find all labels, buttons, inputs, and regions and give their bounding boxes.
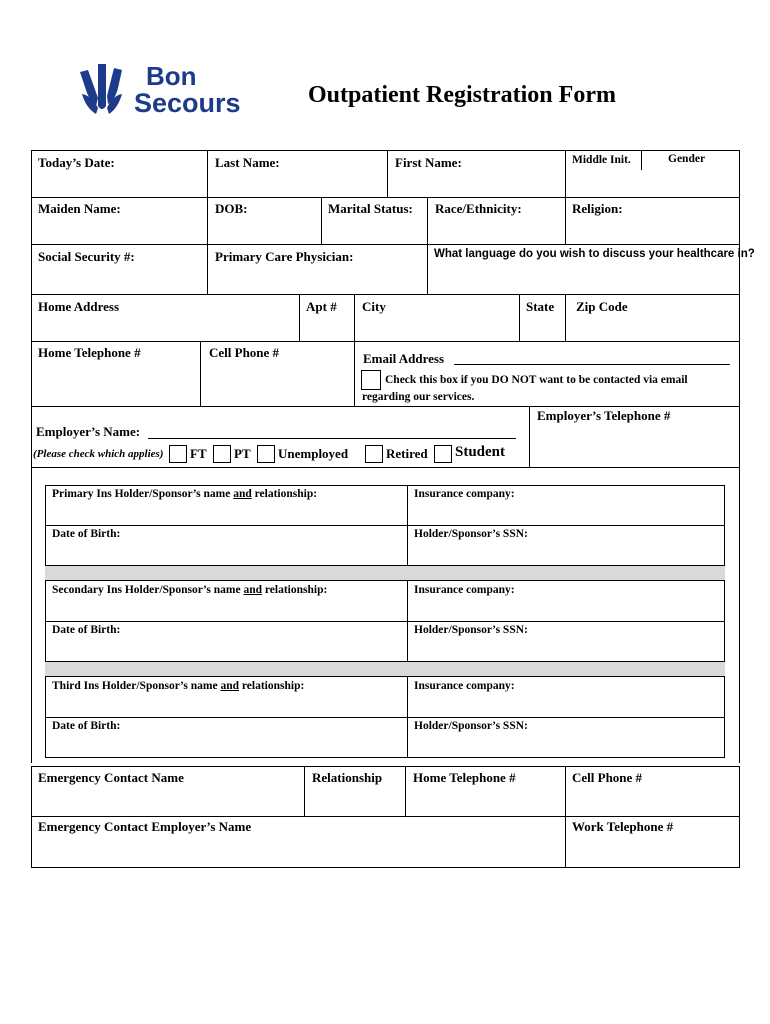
state-field[interactable]: State <box>526 299 555 314</box>
zip-field[interactable]: Zip Code <box>576 299 628 314</box>
dob-field[interactable]: DOB: <box>215 201 248 216</box>
primary-holder-field[interactable]: Primary Ins Holder/Sponsor’s name and relationship: <box>52 488 318 500</box>
email-optout-label: Check this box if you DO NOT want to be contacted via email <box>385 374 688 386</box>
last-name-field[interactable]: Last Name: <box>215 155 280 170</box>
student-label: Student <box>455 444 506 460</box>
pt-checkbox[interactable] <box>213 445 231 463</box>
bon-secours-logo <box>78 62 263 124</box>
bon-secours-mark-icon <box>78 62 124 120</box>
retired-label: Retired <box>386 446 428 461</box>
emergency-cell-field[interactable]: Cell Phone # <box>572 770 643 785</box>
third-company-field[interactable]: Insurance company: <box>414 680 515 692</box>
email-optout-label-2: regarding our services. <box>362 391 475 403</box>
middle-init-field[interactable]: Middle Init. <box>572 154 631 166</box>
logo-text-secours: Secours <box>134 88 241 118</box>
first-name-field[interactable]: First Name: <box>395 155 462 170</box>
email-address-field[interactable]: Email Address <box>363 351 445 366</box>
marital-status-field[interactable]: Marital Status: <box>328 201 413 216</box>
race-ethnicity-field[interactable]: Race/Ethnicity: <box>435 201 522 216</box>
third-dob-field[interactable]: Date of Birth: <box>52 720 121 732</box>
secondary-company-field[interactable]: Insurance company: <box>414 584 515 596</box>
email-optout-checkbox[interactable] <box>361 370 381 390</box>
ssn-field[interactable]: Social Security #: <box>38 249 135 264</box>
religion-field[interactable]: Religion: <box>572 201 623 216</box>
retired-checkbox[interactable] <box>365 445 383 463</box>
unemployed-label: Unemployed <box>278 446 349 461</box>
emergency-home-tel-field[interactable]: Home Telephone # <box>413 770 516 785</box>
secondary-ssn-field[interactable]: Holder/Sponsor’s SSN: <box>414 624 528 636</box>
row1-line <box>31 197 740 198</box>
emergency-relationship-field[interactable]: Relationship <box>312 770 383 785</box>
secondary-dob-field[interactable]: Date of Birth: <box>52 624 121 636</box>
language-field[interactable]: What language do you wish to discuss your healthcare in? <box>434 248 755 260</box>
primary-ssn-field[interactable]: Holder/Sponsor’s SSN: <box>414 528 528 540</box>
unemployed-checkbox[interactable] <box>257 445 275 463</box>
secondary-holder-field[interactable]: Secondary Ins Holder/Sponsor’s name and relationship: <box>52 584 328 596</box>
home-telephone-field[interactable]: Home Telephone # <box>38 345 141 360</box>
third-ssn-field[interactable]: Holder/Sponsor’s SSN: <box>414 720 528 732</box>
todays-date-field[interactable]: Today’s Date: <box>38 155 115 170</box>
page-title: Outpatient Registration Form <box>308 82 616 108</box>
gender-field[interactable]: Gender <box>668 153 706 165</box>
city-field[interactable]: City <box>362 299 386 314</box>
pt-label: PT <box>234 446 251 461</box>
employer-name-field[interactable]: Employer’s Name: <box>36 424 141 439</box>
employer-telephone-field[interactable]: Employer’s Telephone # <box>537 408 671 423</box>
apt-field[interactable]: Apt # <box>306 299 337 314</box>
maiden-name-field[interactable]: Maiden Name: <box>38 201 121 216</box>
emergency-work-tel-field[interactable]: Work Telephone # <box>572 819 674 834</box>
check-note: (Please check which applies) <box>33 448 164 460</box>
third-holder-field[interactable]: Third Ins Holder/Sponsor’s name and relationship: <box>52 680 305 692</box>
pcp-field[interactable]: Primary Care Physician: <box>215 249 354 264</box>
logo-text-bon: Bon <box>146 61 197 91</box>
home-address-field[interactable]: Home Address <box>38 299 120 314</box>
cell-phone-field[interactable]: Cell Phone # <box>209 345 280 360</box>
ft-label: FT <box>190 446 207 461</box>
ft-checkbox[interactable] <box>169 445 187 463</box>
emergency-employer-field[interactable]: Emergency Contact Employer’s Name <box>38 819 252 834</box>
primary-company-field[interactable]: Insurance company: <box>414 488 515 500</box>
student-checkbox[interactable] <box>434 445 452 463</box>
emergency-contact-name-field[interactable]: Emergency Contact Name <box>38 770 184 785</box>
primary-dob-field[interactable]: Date of Birth: <box>52 528 121 540</box>
